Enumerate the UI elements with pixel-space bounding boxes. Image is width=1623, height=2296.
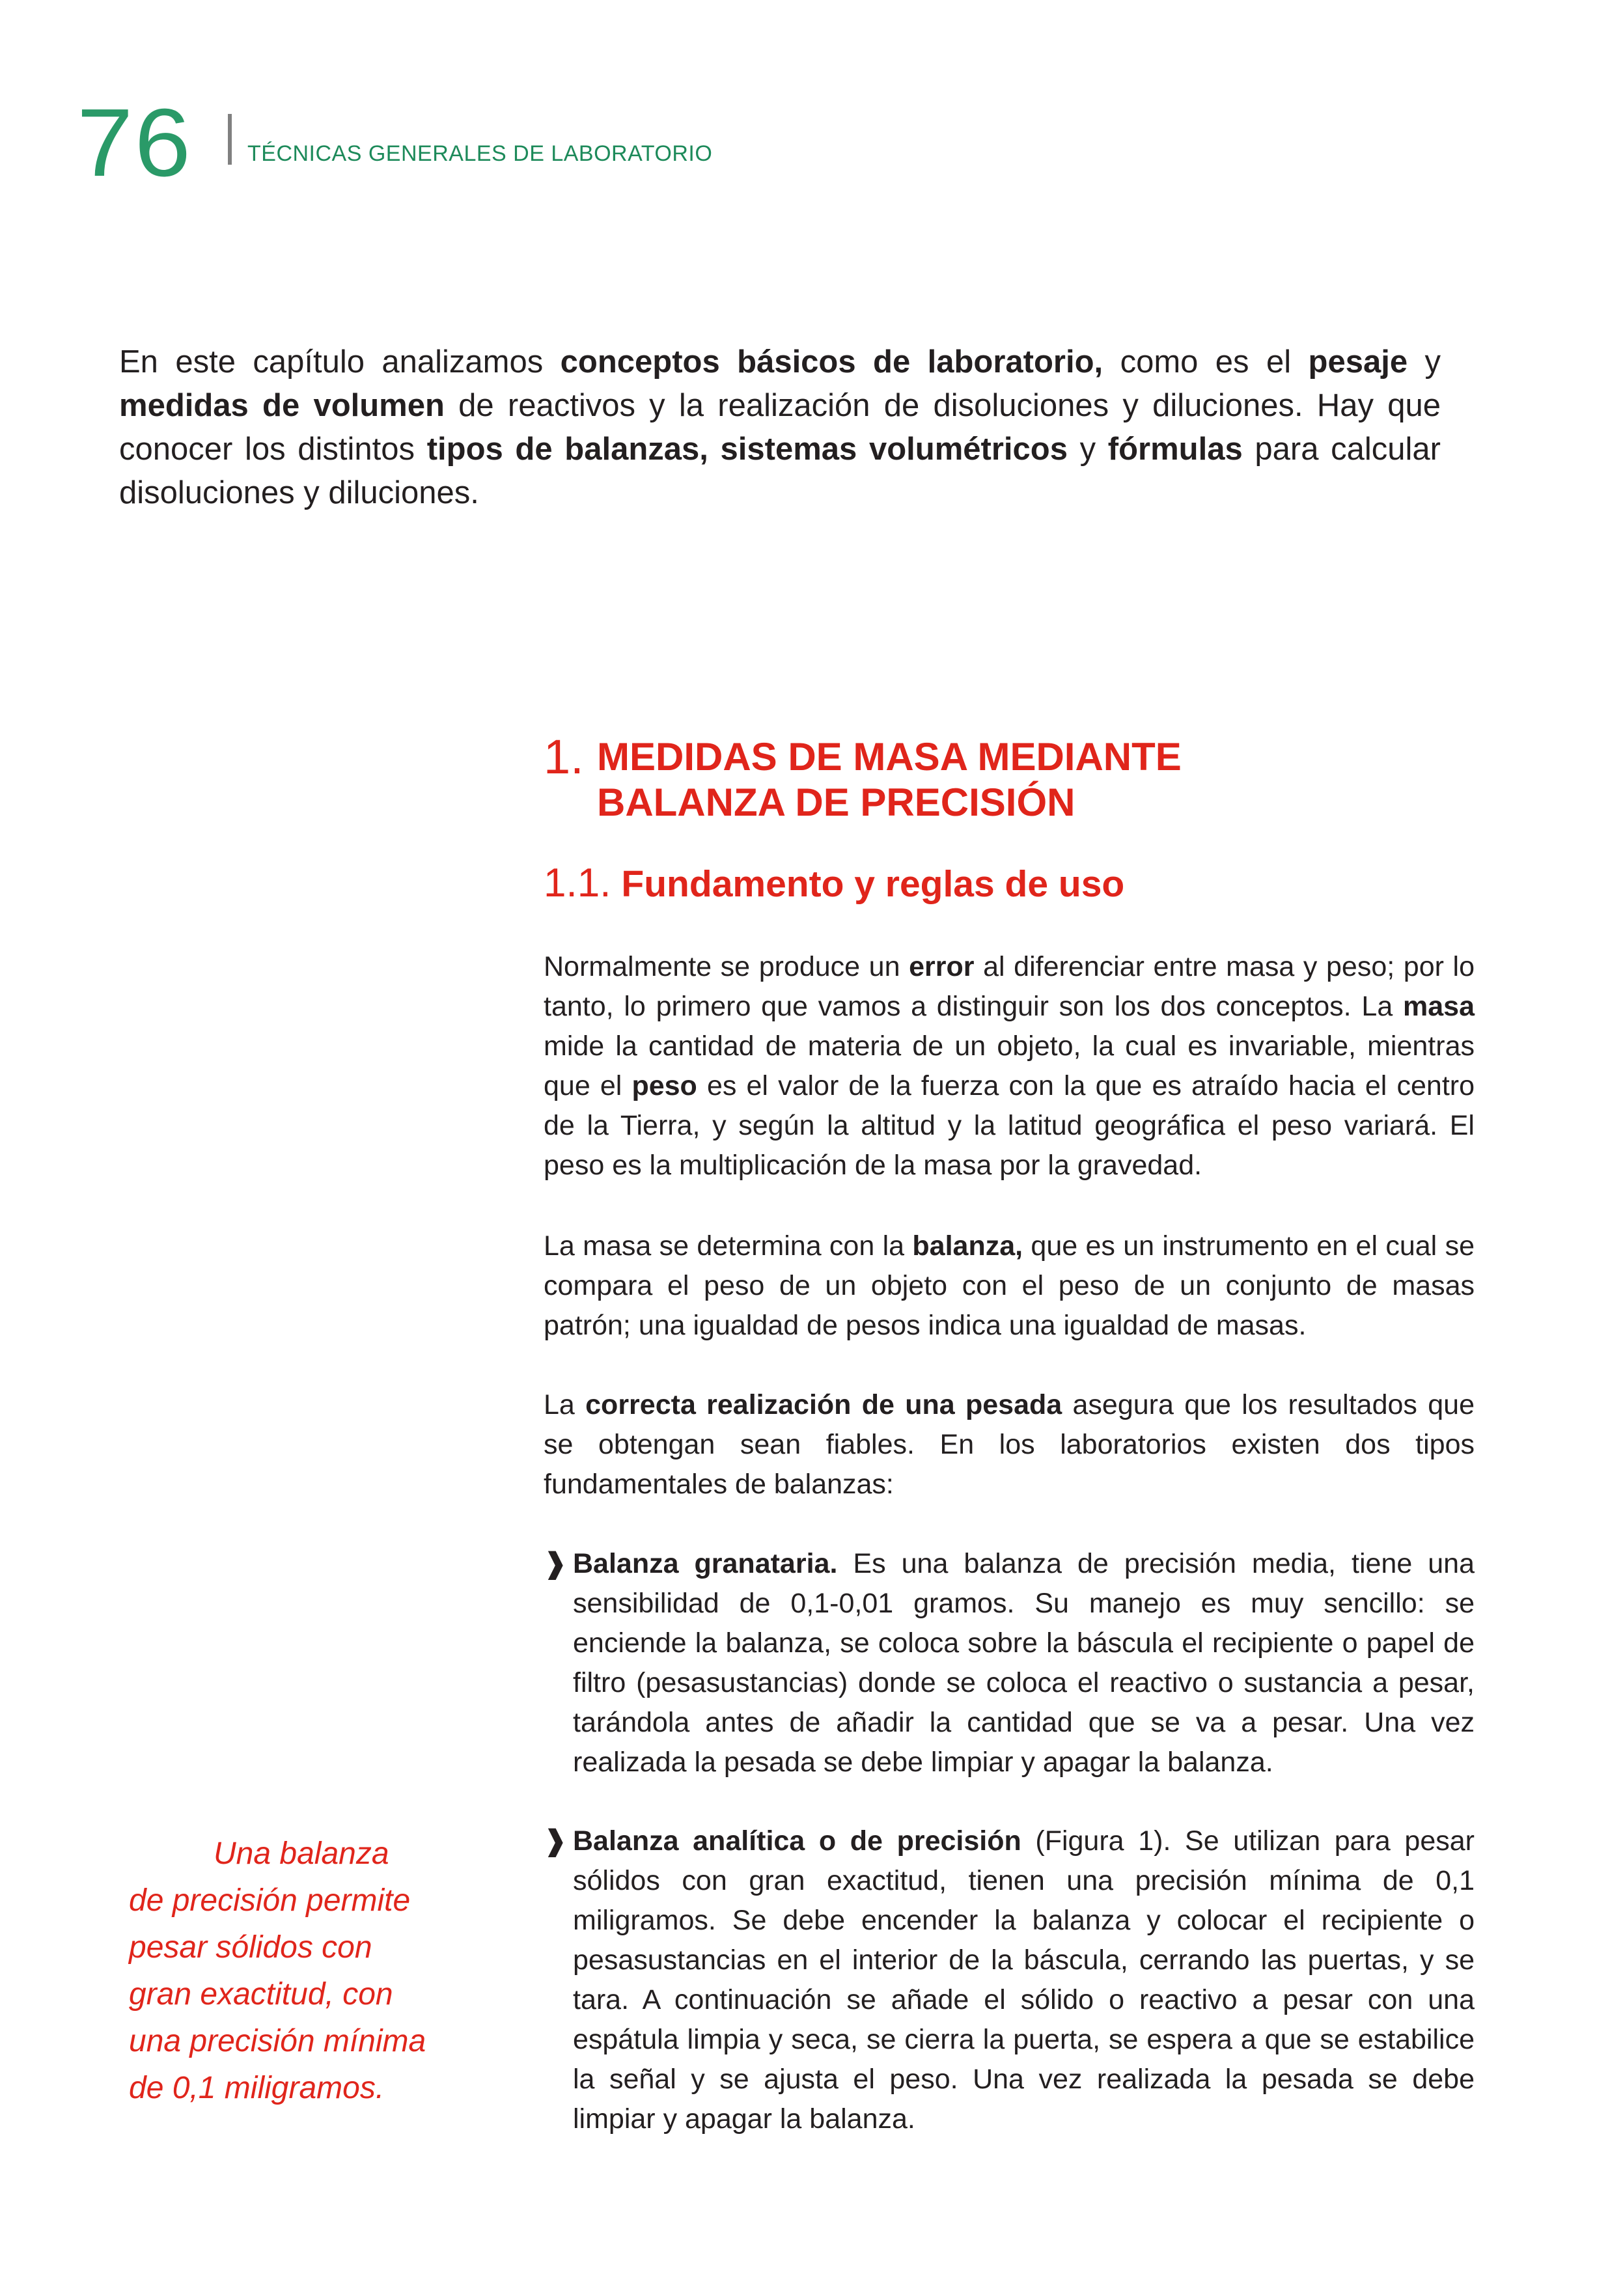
intro-text: y: [1408, 344, 1441, 380]
margin-note-line: de 0,1 miligramos.: [129, 2071, 385, 2105]
section-title-line1: MEDIDAS DE MASA MEDIANTE: [597, 735, 1182, 779]
body-text: que es un instrumento en el cual se compara el peso de un objeto con el peso de un conjunto de masas patrón; una igualdad de pesos indica una igualdad de masas.: [544, 1230, 1475, 1341]
body-bold: error: [909, 951, 975, 982]
intro-text: En este capítulo analizamos: [119, 344, 561, 380]
intro-bold: tipos de balanzas, sistemas volumétricos: [426, 432, 1068, 467]
margin-note-line: gran exactitud, con: [129, 1977, 393, 2012]
intro-text: para calcular disoluciones y diluciones.: [119, 432, 1441, 510]
margin-note-line: una precisión mínima: [129, 2024, 426, 2058]
intro-bold: conceptos básicos de laboratorio,: [560, 344, 1103, 380]
intro-bold: medidas de volumen: [119, 388, 445, 423]
intro-paragraph: [119, 340, 1441, 515]
body-bold: peso: [631, 1070, 697, 1101]
body-bold: masa: [1403, 991, 1475, 1022]
body-text: al diferenciar entre masa y peso; por lo tanto, lo primero que vamos a distinguir son los dos conceptos. La: [544, 951, 1475, 1022]
margin-note-line: Una balanza: [214, 1836, 389, 1871]
body-paragraph-2: [544, 1226, 1475, 1346]
bullet-lead: Balanza granataria.: [573, 1548, 838, 1579]
body-bold: correcta realización de una pesada: [585, 1389, 1062, 1420]
section-title-line2: BALANZA DE PRECISIÓN: [597, 781, 1075, 824]
body-text: es el valor de la fuerza con la que es atraído hacia el centro de la Tierra, y según la altitud y la latitud geográfica el peso variará. El peso es la multiplicación de la masa por la gravedad.: [544, 1070, 1475, 1181]
body-text: La: [544, 1389, 586, 1420]
header-divider: [228, 114, 232, 165]
body-text: Normalmente se produce un: [544, 951, 909, 982]
bullet-text: Es una balanza de precisión media, tiene una sensibilidad de 0,1-0,01 gramos. Su manejo es muy sencillo: se enciende la balanza, se coloca sobre la báscula el recipiente o papel de filtro (pesasustancias) donde se coloca el reactivo o sustancia a pesar, tarándola antes de añadir la cantidad que se va a pesar. Una vez realizada la pesada se debe limpiar y apagar la balanza.: [573, 1548, 1475, 1778]
margin-note-line: de precisión permite: [129, 1883, 411, 1918]
bullet-marker-icon: ❱: [544, 1825, 568, 1857]
subsection-heading: [544, 861, 1124, 907]
margin-note-line: pesar sólidos con: [129, 1930, 372, 1965]
margin-note: [129, 1831, 448, 2112]
subsection-title-text: Fundamento y reglas de uso: [621, 863, 1125, 905]
subsection-number: 1.1.: [544, 861, 611, 906]
body-paragraph-3: [544, 1385, 1475, 1504]
bullet-text: (Figura 1). Se utilizan para pesar sólidos con gran exactitud, tienen una precisión mínima de 0,1 miligramos. Se debe encender la balanza y colocar el recipiente o pesasustancias en el interior de la báscula, cerrando las puertas, y se tara. A continuación se añade el sólido o reactivo a pesar con una espátula limpia y seca, se cierra la puerta, se espera a que se estabilice la señal y se ajusta el peso. Una vez realizada la pesada se debe limpiar y apagar la balanza.: [573, 1825, 1475, 2135]
body-text: asegura que los resultados que se obtengan sean fiables. En los laboratorios existen dos tipos fundamentales de balanzas:: [544, 1389, 1475, 1500]
intro-text: de reactivos y la realización de disoluciones y diluciones. Hay que conocer los distintos: [119, 388, 1441, 467]
bullet-content: [573, 1821, 1475, 2139]
running-title: TÉCNICAS GENERALES DE LABORATORIO: [247, 141, 713, 166]
bullet-marker-icon: ❱: [544, 1548, 568, 1579]
body-bold: balanza,: [912, 1230, 1023, 1262]
intro-bold: fórmulas: [1107, 432, 1243, 467]
intro-bold: pesaje: [1308, 344, 1408, 380]
body-text: La masa se determina con la: [544, 1230, 913, 1262]
section-number: 1.: [544, 730, 584, 784]
intro-text: como es el: [1103, 344, 1309, 380]
body-text: mide la cantidad de materia de un objeto, la cual es invariable, mientras que el: [544, 1030, 1475, 1101]
page-number: 76: [77, 89, 193, 197]
section-title-text: [597, 734, 1182, 825]
body-paragraph-1: [544, 947, 1475, 1185]
bullet-lead: Balanza analítica o de precisión: [573, 1825, 1021, 1857]
intro-text: y: [1067, 432, 1108, 467]
bullet-content: [573, 1544, 1475, 1782]
